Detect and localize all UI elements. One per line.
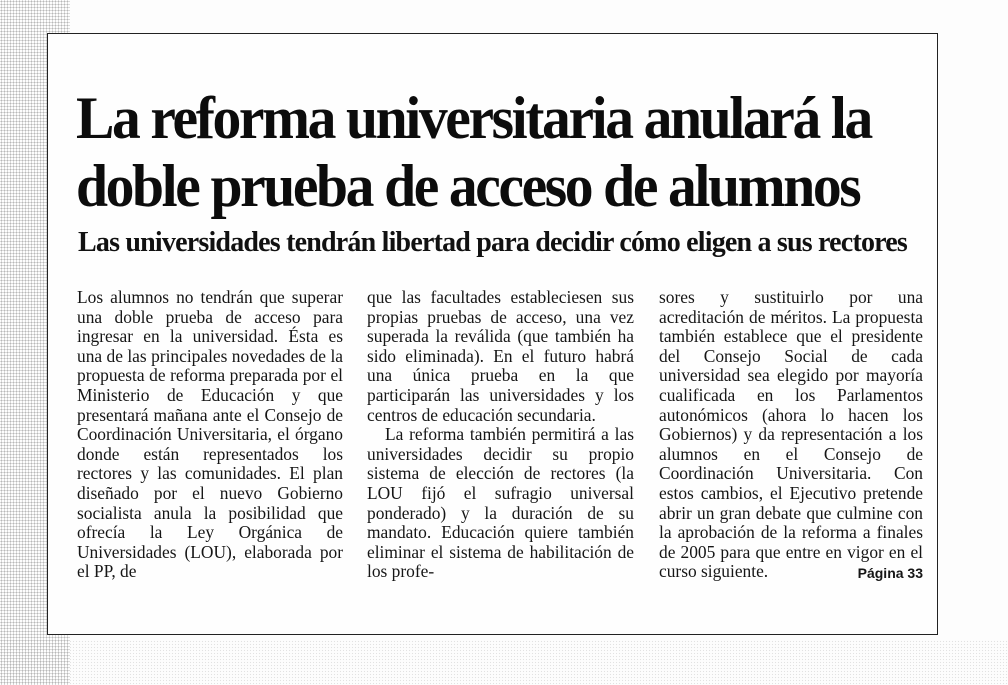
- column-2-paragraph-1: que las facultades estableciesen sus propias pruebas de acceso, una vez superada la reválida (que también ha sido eliminada). En el futuro habrá una única prueba en la que participarán las universidades y los centros de educación secundaria.: [367, 287, 634, 425]
- column-3-body: sores y sustituirlo por una acreditación de méritos. La propuesta también establece que el presidente del Consejo Social de cada universidad sea elegido por mayoría cualificada en los Parlamentos autonómicos (ahora lo hacen los Gobiernos) y da representación a los alumnos en el Consejo de Coordinación Universitaria. Con estos cambios, el Ejecutivo pretende abrir un gran debate que culmine con la aprobación de la reforma a finales de 2005 para que entre en vigor en el curso siguiente.: [659, 287, 923, 582]
- headline: La reforma universitaria anulará la doble prueba de acceso de alumnos: [76, 85, 871, 219]
- article-column-1: [77, 288, 343, 582]
- column-3-text: [659, 288, 923, 582]
- article-column-3: [659, 288, 923, 584]
- subheadline: Las universidades tendrán libertad para decidir cómo eligen a sus rectores: [78, 227, 908, 258]
- page-reference: Página 33: [857, 565, 923, 582]
- newspaper-clipping: [47, 33, 938, 635]
- article-column-2: [367, 288, 634, 582]
- column-1-text: Los alumnos no tendrán que superar una doble prueba de acceso para ingresar en la universidad. Ésta es una de las principales novedades de la propuesta de reforma preparada por el Ministerio de Educación y que presentará mañana ante el Consejo de Coordinación Universitaria, el órgano donde están representados los rectores y las comunidades. El plan diseñado por el nuevo Gobierno socialista anula la posibilidad que ofrecía la Ley Orgánica de Universidades (LOU), elaborada por el PP, de: [77, 287, 343, 582]
- scan-grain-bottom: [0, 640, 1008, 685]
- column-2-paragraph-2: La reforma también permitirá a las universidades decidir su propio sistema de elección de rectores (la LOU fijó el sufragio universal ponderado) y la duración de su mandato. Educación quiere también eliminar el sistema de habilitación de los profe-: [367, 424, 634, 582]
